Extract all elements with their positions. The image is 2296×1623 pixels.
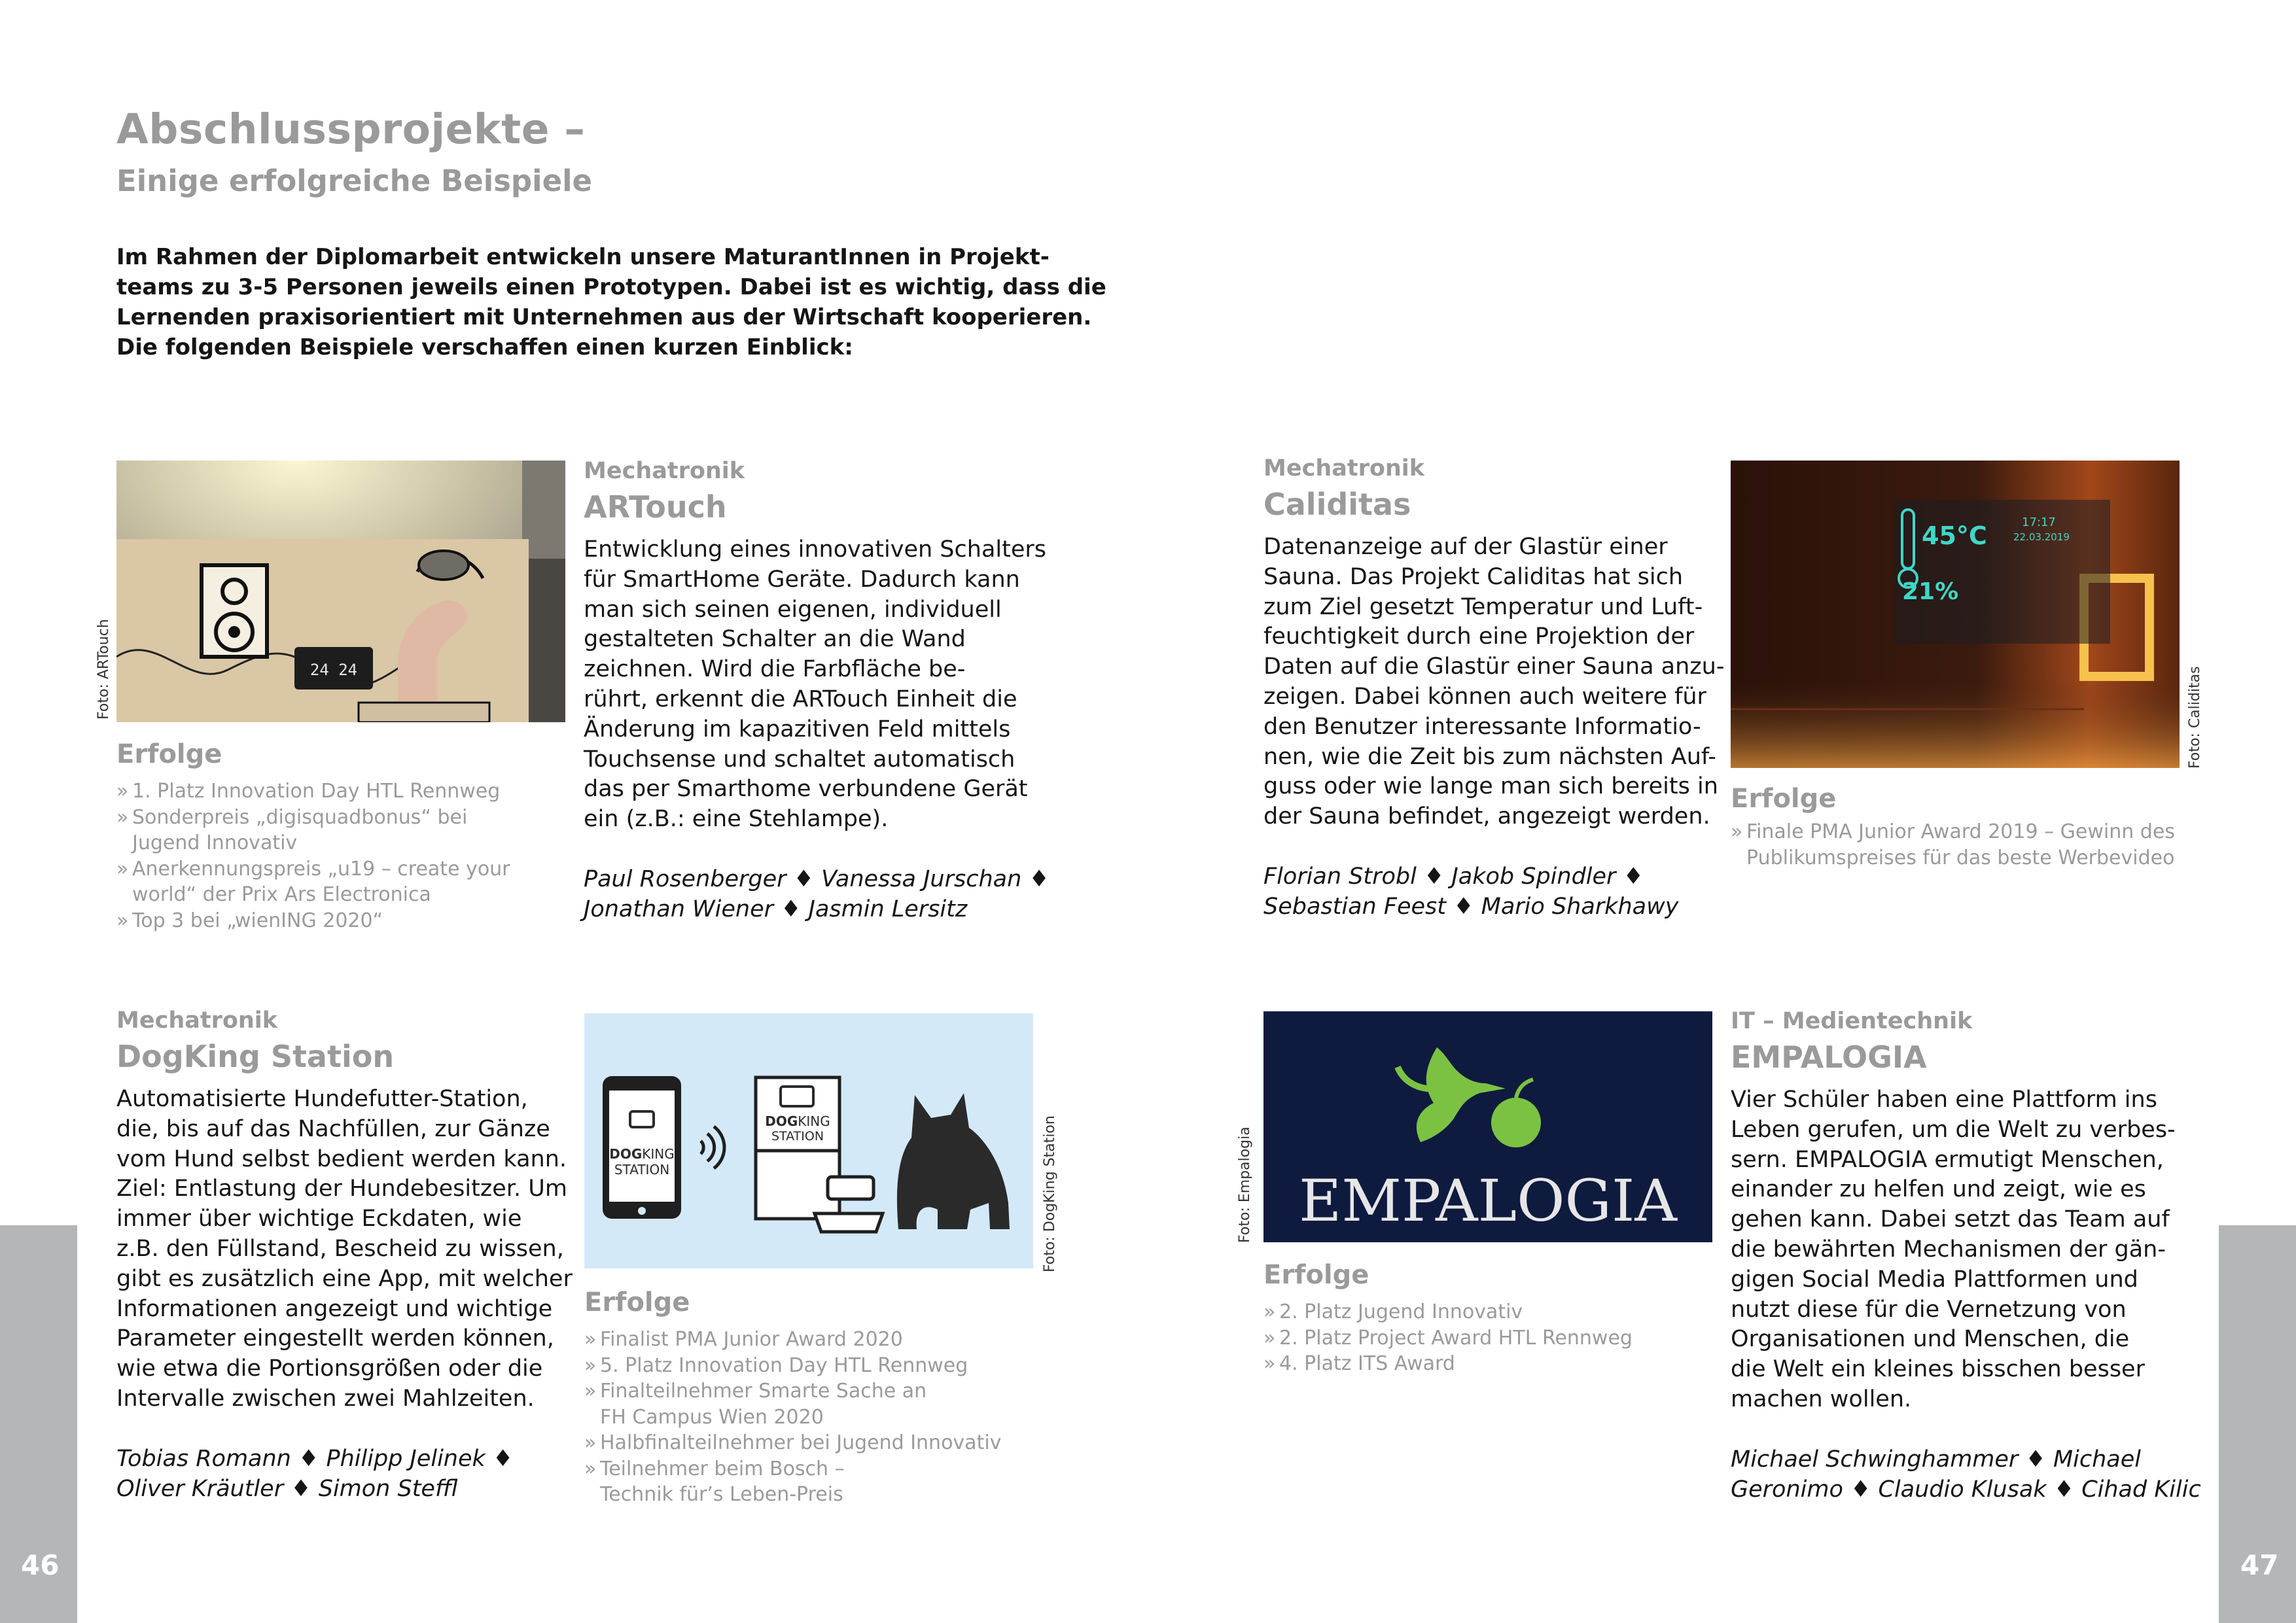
page-subtitle: Einige erfolgreiche Beispiele [116,164,593,198]
page-title: Abschlussprojekte – [116,105,586,153]
bullet-marker: » [1263,1300,1276,1323]
bullet-marker: » [584,1380,597,1403]
artouch-clock-display: 24 24 [309,661,358,679]
bullet-marker: » [584,1353,597,1377]
project-description: Automatisierte Hundefutter-Station, die, bis auf das Nachfüllen, zur Gänze vom Hund selbst bedient werden kann. Ziel: Entlastung der Hundebesitzer. Um immer über wichtige Eckdaten, wie z.B. den Füllstand, Bescheid zu wissen, gibt es zusätzlich eine App, mit welcher Informationen angezeigt und wichtige Parameter eingestellt werden können, wie etwa die Portionsgrößen oder die Intervalle zwischen zwei Mahlzeiten. [116,1086,573,1412]
list-item: » 2. Platz Jugend Innovativ [1263,1299,1722,1325]
project-description: Entwicklung eines innovativen Schalters für SmartHome Geräte. Dadurch kann man sich seinen eigenen, individuell gestalteten Schalter an die Wand zeichnen. Wird die Farbfläche be- rührt, erkennt die ARTouch Einheit die Änderung im kapazitiven Feld mittels Touchsense und schaltet automatisch das per Smarthome verbundene Gerät ein (z.B.: eine Stehlampe). [584,536,1047,833]
project-category: IT – Medientechnik [1731,1008,1973,1034]
project-category: Mechatronik [1263,455,1425,481]
bullet-marker: » [116,805,129,829]
list-item: » Halbfinalteilnehmer bei Jugend Innovativ [584,1430,1082,1456]
dogking-photo [584,1013,1033,1268]
project-authors: Florian Strobl ♦ Jakob Spindler ♦ Sebastian Feest ♦ Mario Sharkhawy [1263,863,1679,920]
empalogia-image [1263,1011,1712,1242]
page-number-left: 46 [21,1549,60,1581]
caliditas-humidity: 21% [1902,578,1959,605]
list-item: » Finalist PMA Junior Award 2020 [584,1327,1082,1353]
project-authors: Paul Rosenberger ♦ Vanessa Jurschan ♦ Jonathan Wiener ♦ Jasmin Lersitz [584,865,1050,922]
bullet-marker: » [1263,1326,1276,1350]
intro-line: Die folgenden Beispiele verschaffen einen kurzen Einblick: [116,334,853,360]
empalogia-photo [1263,1011,1712,1242]
caliditas-date: 22.03.2019 [2013,531,2070,543]
erfolge-list [1731,819,2189,871]
erfolge-heading: Erfolge [1731,784,1837,814]
caliditas-photo-credit: Foto: Caliditas [2187,666,2203,769]
list-item: » Teilnehmer beim Bosch – Technik für’s Leben-Preis [584,1457,845,1506]
bullet-marker: » [116,857,129,881]
project-authors: Tobias Romann ♦ Philipp Jelinek ♦ Oliver Kräutler ♦ Simon Steffl [116,1445,514,1502]
dogking-image [584,1013,1033,1268]
bullet-marker: » [116,780,129,803]
artouch-text [584,458,1055,925]
list-item: » Top 3 bei „wienING 2020“ [116,908,574,934]
intro-line: teams zu 3-5 Personen jeweils einen Prototypen. Dabei ist es wichtig, dass die [116,274,1106,300]
intro-line: Lernenden praxisorientiert mit Unternehmen aus der Wirtschaft kooperieren. [116,304,1092,330]
list-item: » 5. Platz Innovation Day HTL Rennweg [584,1353,1082,1379]
artouch-photo-credit: Foto: ARTouch [96,619,112,720]
list-item: » Anerkennungspreis „u19 – create your world“ der Prix Ars Electronica [116,857,510,906]
intro-line: Im Rahmen der Diplomarbeit entwickeln unsere MaturantInnen in Projekt- [116,244,1050,270]
artouch-erfolge [116,739,574,934]
logo-king-text: KING [798,1113,830,1129]
empalogia-logo-text: EMPALOGIA [1299,1167,1678,1234]
caliditas-time: 17:17 [2022,515,2056,529]
empalogia-erfolge [1263,1260,1722,1377]
project-title: EMPALOGIA [1731,1039,1927,1075]
project-category: Mechatronik [584,458,745,484]
dogking-photo-credit: Foto: DogKing Station [1042,1115,1058,1272]
project-description: Datenanzeige auf der Glastür einer Sauna. Das Projekt Caliditas hat sich zum Ziel gesetzt Temperatur und Luft- feuchtigkeit durch eine Projektion der Daten auf die Glastür einer Sauna anzu- zeigen. Dabei können auch weitere für den Benutzer interessante Informatio- nen, wie die Zeit bis zum nächsten Auf- guss oder wie lange man sich bereits in der Sauna befindet, angezeigt werden. [1263,534,1725,830]
list-item: » 1. Platz Innovation Day HTL Rennweg [116,778,574,805]
caliditas-temperature: 45°C [1922,521,1987,550]
artouch-image [116,461,565,722]
list-item: » Sonderpreis „digisquadbonus“ bei Jugend Innovativ [116,805,468,854]
project-category: Mechatronik [116,1007,278,1034]
bullet-marker: » [1263,1352,1276,1375]
project-title: ARTouch [584,489,727,525]
erfolge-list [584,1327,1082,1508]
erfolge-heading: Erfolge [116,739,222,769]
list-item: » 4. Platz ITS Award [1263,1351,1722,1377]
bullet-marker: » [584,1328,597,1351]
list-item: » Finalteilnehmer Smarte Sache an FH Campus Wien 2020 [584,1380,927,1429]
erfolge-list [116,778,574,934]
project-description: Vier Schüler haben eine Plattform ins Leben gerufen, um die Welt zu verbes- sern. EMPALOGIA ermutigt Menschen, einander zu helfen und zeigt, wie es gehen kann. Dabei setzt das Team auf die bewährten Mechanismen der gän- gigen Social Media Plattformen und nutzt diese für die Vernetzung von Organisationen und Menschen, die die Welt ein kleines bisschen besser machen wollen. [1731,1087,2176,1412]
empalogia-text [1731,1008,2215,1505]
project-authors: Michael Schwinghammer ♦ Michael Geronimo ♦ Claudio Klusak ♦ Cihad Kilic [1731,1446,2201,1503]
logo-king-text: KING [642,1146,675,1162]
logo-station-text: STATION [614,1162,670,1178]
logo-dog-text: DOG [609,1146,643,1162]
bullet-marker: » [584,1431,597,1454]
artouch-photo [116,461,565,722]
bullet-marker: » [1731,820,1743,843]
caliditas-photo [1731,461,2180,768]
logo-station-text: STATION [771,1129,824,1143]
svg-text:DOGKING [765,1113,830,1129]
page-number-right: 47 [2240,1549,2279,1581]
empalogia-photo-credit: Foto: Empalogia [1237,1126,1253,1243]
dogking-text [116,1007,588,1504]
erfolge-heading: Erfolge [584,1287,690,1318]
project-title: Caliditas [1263,487,1411,522]
list-item: » Finale PMA Junior Award 2019 – Gewinn des Publikumspreises für das beste Werbevideo [1731,820,2175,869]
caliditas-text [1263,455,1748,922]
bullet-marker: » [584,1457,597,1480]
svg-text:DOGKING [609,1146,675,1162]
erfolge-list [1263,1299,1722,1377]
caliditas-image [1731,461,2180,768]
bullet-marker: » [116,909,129,932]
list-item: » 2. Platz Project Award HTL Rennweg [1263,1325,1722,1352]
logo-dog-text: DOG [765,1113,798,1129]
caliditas-erfolge [1731,784,2189,871]
dogking-erfolge [584,1287,1082,1508]
intro-paragraph [116,242,1106,362]
erfolge-heading: Erfolge [1263,1260,1369,1290]
project-title: DogKing Station [116,1039,395,1074]
